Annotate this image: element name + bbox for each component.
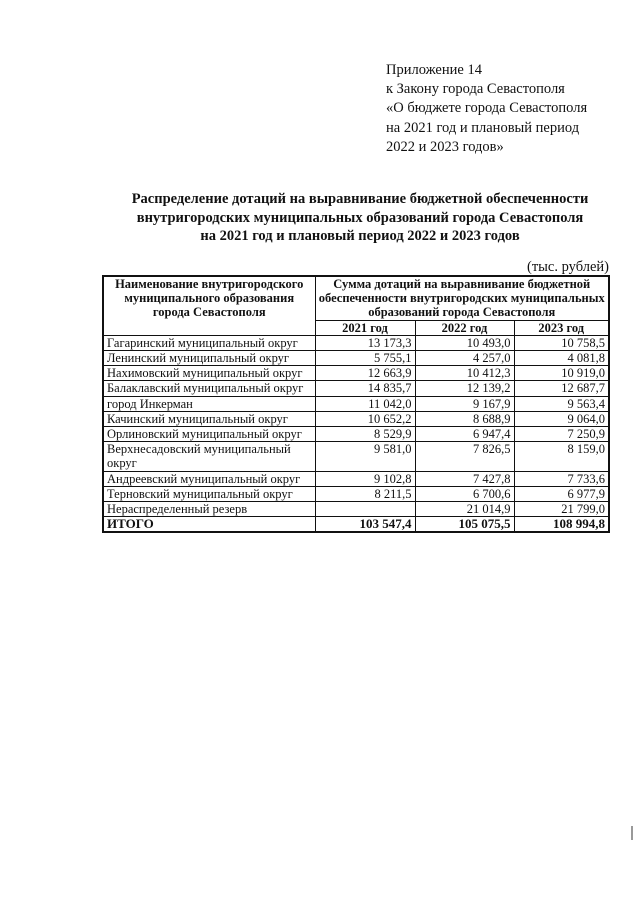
- value-2021: 14 835,7: [315, 381, 415, 396]
- value-2023: 4 081,8: [514, 351, 609, 366]
- value-2021: 11 042,0: [315, 396, 415, 411]
- value-2022: 6 947,4: [415, 427, 514, 442]
- value-2021: 8 211,5: [315, 486, 415, 501]
- row-name: Андреевский муниципальный округ: [103, 471, 315, 486]
- row-name: Терновский муниципальный округ: [103, 486, 315, 501]
- column-header-name: Наименование внутригородского муниципального образования города Севастополя: [103, 276, 315, 335]
- value-2023: 8 159,0: [514, 442, 609, 471]
- total-row: [103, 517, 609, 533]
- table-row: [103, 381, 609, 396]
- value-2023: 9 064,0: [514, 411, 609, 426]
- value-2021: 13 173,3: [315, 335, 415, 350]
- column-header-2022: 2022 год: [415, 320, 514, 335]
- value-2021: 9 102,8: [315, 471, 415, 486]
- value-2021: 10 652,2: [315, 411, 415, 426]
- appendix-line: 2022 и 2023 годов»: [386, 138, 504, 155]
- row-name: Нахимовский муниципальный округ: [103, 366, 315, 381]
- column-header-2021: 2021 год: [315, 320, 415, 335]
- row-name: Гагаринский муниципальный округ: [103, 335, 315, 350]
- value-2022: 21 014,9: [415, 502, 514, 517]
- value-2023: 10 919,0: [514, 366, 609, 381]
- subsidy-table: [102, 275, 610, 533]
- value-2021: 8 529,9: [315, 427, 415, 442]
- value-2022: 12 139,2: [415, 381, 514, 396]
- appendix-line: на 2021 год и плановый период: [386, 119, 580, 136]
- value-2022: 7 427,8: [415, 471, 514, 486]
- value-2022: 10 412,3: [415, 366, 514, 381]
- value-2022: 8 688,9: [415, 411, 514, 426]
- total-2022: 105 075,5: [415, 517, 514, 533]
- row-name: Ленинский муниципальный округ: [103, 351, 315, 366]
- row-name: город Инкерман: [103, 396, 315, 411]
- appendix-line: «О бюджете города Севастополя: [386, 100, 588, 117]
- row-name: Нераспределенный резерв: [103, 502, 315, 517]
- value-2023: 21 799,0: [514, 502, 609, 517]
- table-row: [103, 366, 609, 381]
- table-row: [103, 335, 609, 350]
- value-2022: 6 700,6: [415, 486, 514, 501]
- appendix-note: [386, 61, 636, 157]
- table-row: [103, 502, 609, 517]
- table-row: [103, 411, 609, 426]
- value-2023: 7 250,9: [514, 427, 609, 442]
- table-row: [103, 486, 609, 501]
- row-name: Верхнесадовский муниципальный округ: [103, 442, 315, 471]
- value-2022: 7 826,5: [415, 442, 514, 471]
- column-header-sum: Сумма дотаций на выравнивание бюджетной обеспеченности внутригородских муниципальных образований города Севастополя: [315, 276, 609, 320]
- title-line: Распределение дотаций на выравнивание бюджетной обеспеченности: [131, 191, 589, 207]
- total-2023: 108 994,8: [514, 517, 609, 533]
- value-2021: 5 755,1: [315, 351, 415, 366]
- total-2021: 103 547,4: [315, 517, 415, 533]
- column-header-2023: 2023 год: [514, 320, 609, 335]
- row-name: Орлиновский муниципальный округ: [103, 427, 315, 442]
- value-2021: 9 581,0: [315, 442, 415, 471]
- appendix-line: к Закону города Севастополя: [386, 81, 565, 98]
- appendix-line: Приложение 14: [386, 62, 482, 78]
- value-2023: 9 563,4: [514, 396, 609, 411]
- document-title: [60, 190, 640, 246]
- value-2023: 6 977,9: [514, 486, 609, 501]
- value-2023: 12 687,7: [514, 381, 609, 396]
- row-name: Качинский муниципальный округ: [103, 411, 315, 426]
- title-line: внутригородских муниципальных образований города Севастополя: [136, 209, 584, 226]
- table-row: [103, 351, 609, 366]
- scan-artifact: [631, 826, 633, 840]
- value-2022: 4 257,0: [415, 351, 514, 366]
- value-2022: 9 167,9: [415, 396, 514, 411]
- table-row: [103, 471, 609, 486]
- row-name: Балаклавский муниципальный округ: [103, 381, 315, 396]
- title-line: на 2021 год и плановый период 2022 и 2023 годов: [200, 228, 520, 244]
- table-row: [103, 442, 609, 471]
- total-label: ИТОГО: [103, 517, 315, 533]
- table-header-row: [103, 276, 609, 320]
- value-2023: 7 733,6: [514, 471, 609, 486]
- table-row: [103, 396, 609, 411]
- value-2021: 12 663,9: [315, 366, 415, 381]
- value-2021: [315, 502, 415, 517]
- unit-label: (тыс. рублей): [527, 259, 609, 275]
- table-row: [103, 427, 609, 442]
- value-2022: 10 493,0: [415, 335, 514, 350]
- value-2023: 10 758,5: [514, 335, 609, 350]
